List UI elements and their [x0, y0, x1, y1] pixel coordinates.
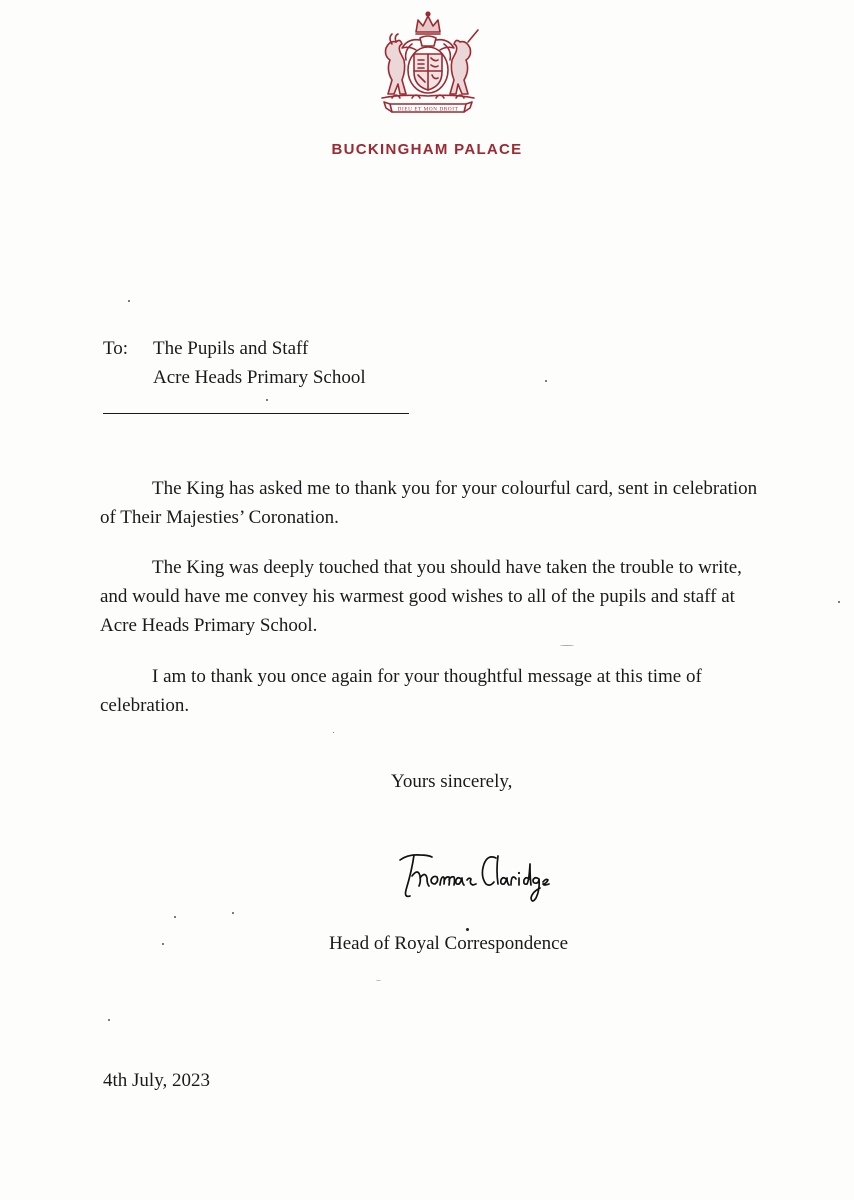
recipient-label: To:: [103, 338, 129, 359]
recipient-rule: [103, 413, 409, 414]
scan-speck: [560, 645, 574, 646]
svg-text:DIEU ET MON DROIT: DIEU ET MON DROIT: [397, 106, 459, 113]
scan-speck: [333, 732, 334, 733]
scan-speck: [162, 943, 164, 945]
scan-speck: [128, 300, 130, 302]
scan-speck: [376, 980, 381, 981]
royal-coat-of-arms-icon: [372, 8, 484, 120]
handwritten-signature: [398, 846, 550, 906]
scan-speck: [466, 928, 469, 931]
recipient-line-1: The Pupils and Staff: [153, 338, 309, 359]
body-paragraph-2: The King was deeply touched that you should have taken the trouble to write, and would have me convey his warmest good wishes to all of the pupils and staff at Acre Heads Primary School.: [100, 557, 742, 636]
signatory-title: Head of Royal Correspondence: [329, 933, 569, 954]
scan-speck: [108, 1019, 110, 1021]
letterhead-title: BUCKINGHAM PALACE: [331, 141, 523, 158]
letter-date: 4th July, 2023: [103, 1070, 210, 1091]
valediction: Yours sincerely,: [391, 771, 513, 792]
scan-speck: [838, 601, 840, 603]
scan-speck: [266, 399, 268, 401]
scan-speck: [232, 912, 234, 914]
recipient-line-2: Acre Heads Primary School: [153, 367, 366, 388]
body-paragraph-1: The King has asked me to thank you for your colourful card, sent in celebration of Their Majesties’ Coronation.: [100, 478, 758, 528]
scan-speck: [174, 916, 176, 918]
body-paragraph-3: I am to thank you once again for your thoughtful message at this time of celebration.: [100, 666, 702, 716]
scan-speck: [545, 380, 547, 382]
